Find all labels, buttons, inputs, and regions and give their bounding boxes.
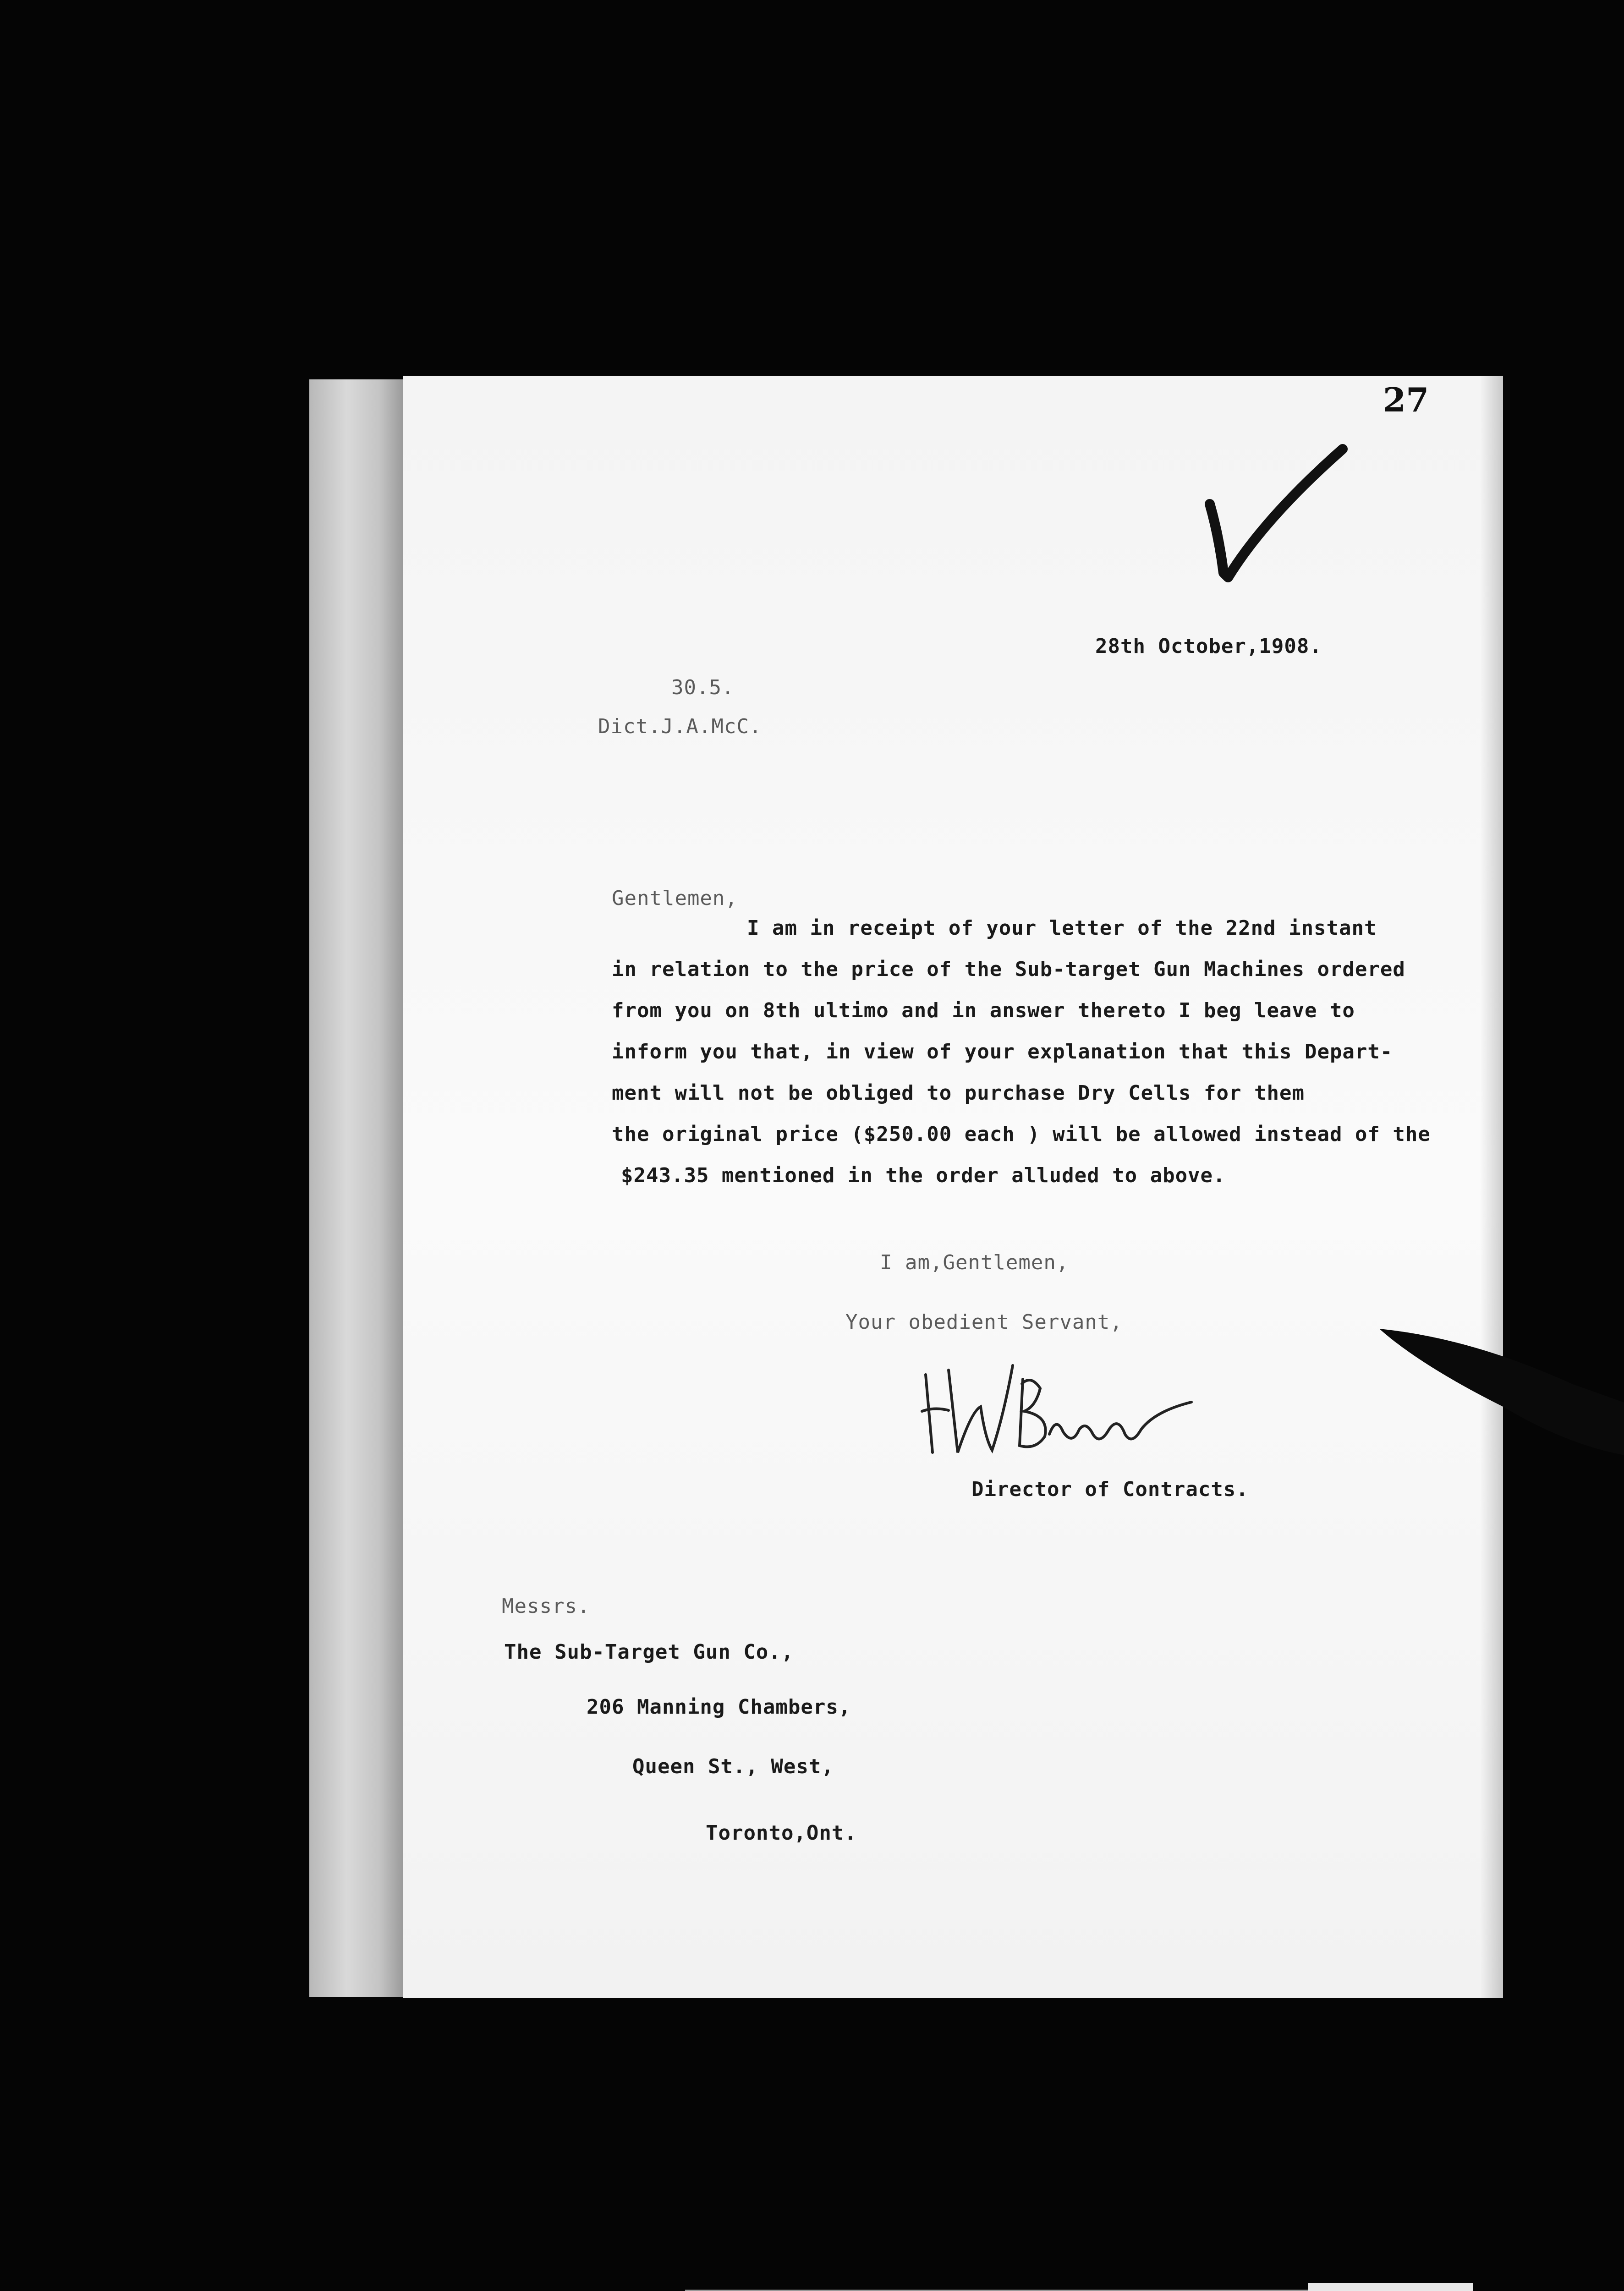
pen-tip-shadow — [1379, 1310, 1624, 1457]
body-line-3: from you on 8th ultimo and in answer thereto I beg leave to — [612, 999, 1355, 1022]
closing-line-2: Your obedient Servant, — [845, 1310, 1123, 1334]
closing-line-1: I am,Gentlemen, — [880, 1251, 1069, 1274]
body-line-2: in relation to the price of the Sub-target Gun Machines ordered — [612, 958, 1405, 981]
letter-date: 28th October,1908. — [1095, 635, 1322, 658]
body-line-6: the original price ($250.00 each ) will be allowed instead of the — [612, 1123, 1431, 1146]
address-company: The Sub-Target Gun Co., — [504, 1640, 794, 1664]
page-binding-edge — [309, 379, 403, 1997]
address-line-3: Queen St., West, — [632, 1755, 834, 1778]
poor-copies-stamp — [1308, 2283, 1473, 2291]
body-line-1: I am in receipt of your letter of the 22nd instant — [747, 916, 1377, 940]
page-shadow — [1480, 376, 1503, 1998]
letter-ref-number: 30.5. — [671, 676, 735, 699]
letter-salutation: Gentlemen, — [612, 887, 738, 910]
signatory-title: Director of Contracts. — [971, 1478, 1249, 1501]
check-mark-icon — [1201, 440, 1352, 586]
body-line-4: inform you that, in view of your explanation that this Depart- — [612, 1040, 1393, 1063]
address-messrs: Messrs. — [502, 1595, 590, 1618]
folio-number: 27 — [1383, 380, 1429, 419]
letter-dictation: Dict.J.A.McC. — [598, 715, 762, 738]
body-line-5: ment will not be obliged to purchase Dry Cells for them — [612, 1081, 1305, 1105]
body-line-7: $243.35 mentioned in the order alluded to above. — [621, 1164, 1226, 1187]
handwritten-signature — [916, 1356, 1201, 1485]
address-street: 206 Manning Chambers, — [587, 1695, 851, 1719]
address-city: Toronto,Ont. — [706, 1821, 857, 1845]
